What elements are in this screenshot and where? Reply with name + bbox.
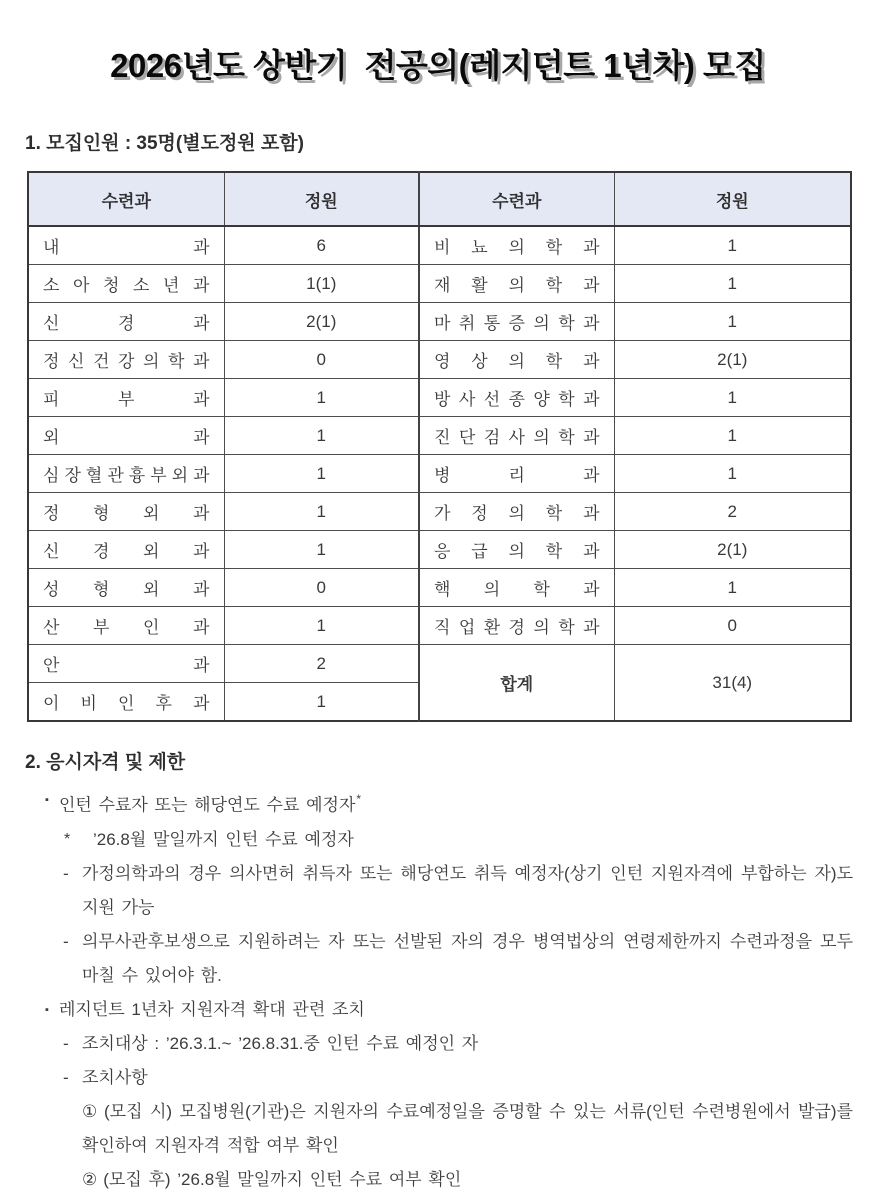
table-row (28, 303, 851, 341)
list-item (0, 925, 853, 993)
table-row (28, 531, 851, 569)
dept-cell: 외 과 (28, 417, 224, 455)
dept-cell: 신 경 외 과 (28, 531, 224, 569)
dash-marker: - (63, 1067, 69, 1087)
section2-heading: 2. 응시자격 및 제한 (25, 752, 186, 774)
recruitment-quota-table (27, 171, 852, 722)
asterisk-marker: * (64, 830, 71, 848)
page-title: 2026년도 상반기 전공의(레지던트 1년차) 모집 (110, 47, 766, 84)
circled-number-marker: ② (82, 1169, 98, 1189)
dept-cell: 이 비 인 후 과 (28, 683, 224, 722)
circled-number-marker: ① (82, 1101, 98, 1121)
total-label-cell: 합계 (419, 645, 614, 722)
quota-cell: 1(1) (224, 265, 419, 303)
dept-cell: 마 취 통 증 의 학 과 (419, 303, 614, 341)
dept-cell: 방 사 선 종 양 학 과 (419, 379, 614, 417)
quota-cell: 0 (224, 341, 419, 379)
column-header-dept-right: 수련과 (419, 172, 614, 226)
list-item-text: ’26.8월 말일까지 인턴 수료 예정자 (93, 829, 354, 849)
list-item-text: (모집 후) ’26.8월 말일까지 인턴 수료 여부 확인 (103, 1169, 462, 1189)
dept-cell: 가 정 의 학 과 (419, 493, 614, 531)
table-header-row (28, 172, 851, 226)
table-row (28, 417, 851, 455)
dash-marker: - (63, 863, 69, 883)
list-item (0, 1061, 853, 1095)
dept-cell: 피 부 과 (28, 379, 224, 417)
dept-cell: 영 상 의 학 과 (419, 341, 614, 379)
dept-cell: 소 아 청 소 년 과 (28, 265, 224, 303)
quota-cell: 1 (614, 265, 851, 303)
list-item-text: 의무사관후보생으로 지원하려는 자 또는 선발된 자의 경우 병역법상의 연령제한까지 수련과정을 모두 마칠 수 있어야 함. (82, 931, 853, 985)
list-item-text: (모집 시) 모집병원(기관)은 지원자의 수료예정일을 증명할 수 있는 서류(인턴 수련병원에서 발급)를 확인하여 지원자격 적합 여부 확인 (82, 1101, 853, 1155)
quota-cell: 2(1) (224, 303, 419, 341)
list-item-text: 조치사항 (82, 1067, 148, 1087)
table-row (28, 645, 851, 683)
quota-cell: 1 (224, 683, 419, 722)
quota-cell: 2 (224, 645, 419, 683)
list-item (0, 993, 853, 1027)
dept-cell: 재 활 의 학 과 (419, 265, 614, 303)
list-item-text: 레지던트 1년차 지원자격 확대 관련 조치 (59, 999, 365, 1019)
dash-marker: - (63, 931, 69, 951)
list-item (0, 1163, 853, 1197)
quota-cell: 1 (614, 226, 851, 265)
quota-cell: 1 (224, 493, 419, 531)
list-item (0, 823, 853, 857)
table-row (28, 607, 851, 645)
column-header-quota-left: 정원 (224, 172, 419, 226)
list-item-text: 인턴 수료자 또는 해당연도 수료 예정자 (59, 795, 356, 815)
square-bullet-icon: ▪ (45, 1003, 49, 1016)
dash-marker: - (63, 1033, 69, 1053)
dept-cell: 안 과 (28, 645, 224, 683)
total-value-cell: 31(4) (614, 645, 851, 722)
eligibility-list (0, 783, 853, 1197)
table-row (28, 455, 851, 493)
list-item (0, 1027, 853, 1061)
column-header-dept-left: 수련과 (28, 172, 224, 226)
list-item (0, 1095, 853, 1163)
quota-cell: 0 (614, 607, 851, 645)
quota-table-body (28, 226, 851, 721)
quota-cell: 1 (224, 531, 419, 569)
quota-cell: 2(1) (614, 341, 851, 379)
footnote-asterisk: * (356, 792, 362, 807)
table-row (28, 265, 851, 303)
table-row (28, 341, 851, 379)
column-header-quota-right: 정원 (614, 172, 851, 226)
quota-cell: 1 (614, 455, 851, 493)
quota-cell: 1 (614, 569, 851, 607)
dept-cell: 산 부 인 과 (28, 607, 224, 645)
table-row (28, 226, 851, 265)
quota-cell: 1 (614, 417, 851, 455)
section1-heading: 1. 모집인원 : 35명(별도정원 포함) (25, 133, 304, 155)
dept-cell: 정 형 외 과 (28, 493, 224, 531)
dept-cell: 비 뇨 의 학 과 (419, 226, 614, 265)
dept-cell: 병 리 과 (419, 455, 614, 493)
dept-cell: 심 장 혈 관 흉 부 외 과 (28, 455, 224, 493)
dept-cell: 진 단 검 사 의 학 과 (419, 417, 614, 455)
dept-cell: 신 경 과 (28, 303, 224, 341)
dept-cell: 핵 의 학 과 (419, 569, 614, 607)
quota-cell: 1 (224, 417, 419, 455)
dept-cell: 직 업 환 경 의 학 과 (419, 607, 614, 645)
dept-cell: 정 신 건 강 의 학 과 (28, 341, 224, 379)
dept-cell: 응 급 의 학 과 (419, 531, 614, 569)
list-item (0, 857, 853, 925)
quota-cell: 0 (224, 569, 419, 607)
dept-cell: 성 형 외 과 (28, 569, 224, 607)
quota-cell: 6 (224, 226, 419, 265)
list-item (0, 783, 853, 823)
table-row (28, 379, 851, 417)
table-row (28, 569, 851, 607)
list-item-text: 조치대상 : ’26.3.1.~ ’26.8.31.중 인턴 수료 예정인 자 (82, 1033, 479, 1053)
table-row (28, 493, 851, 531)
quota-cell: 1 (224, 607, 419, 645)
dept-cell: 내 과 (28, 226, 224, 265)
quota-cell: 2 (614, 493, 851, 531)
quota-cell: 2(1) (614, 531, 851, 569)
quota-cell: 1 (224, 379, 419, 417)
quota-cell: 1 (614, 379, 851, 417)
quota-cell: 1 (614, 303, 851, 341)
quota-cell: 1 (224, 455, 419, 493)
list-item-text: 가정의학과의 경우 의사면허 취득자 또는 해당연도 취득 예정자(상기 인턴 지원자격에 부합하는 자)도 지원 가능 (82, 863, 853, 917)
square-bullet-icon: ▪ (45, 794, 49, 807)
